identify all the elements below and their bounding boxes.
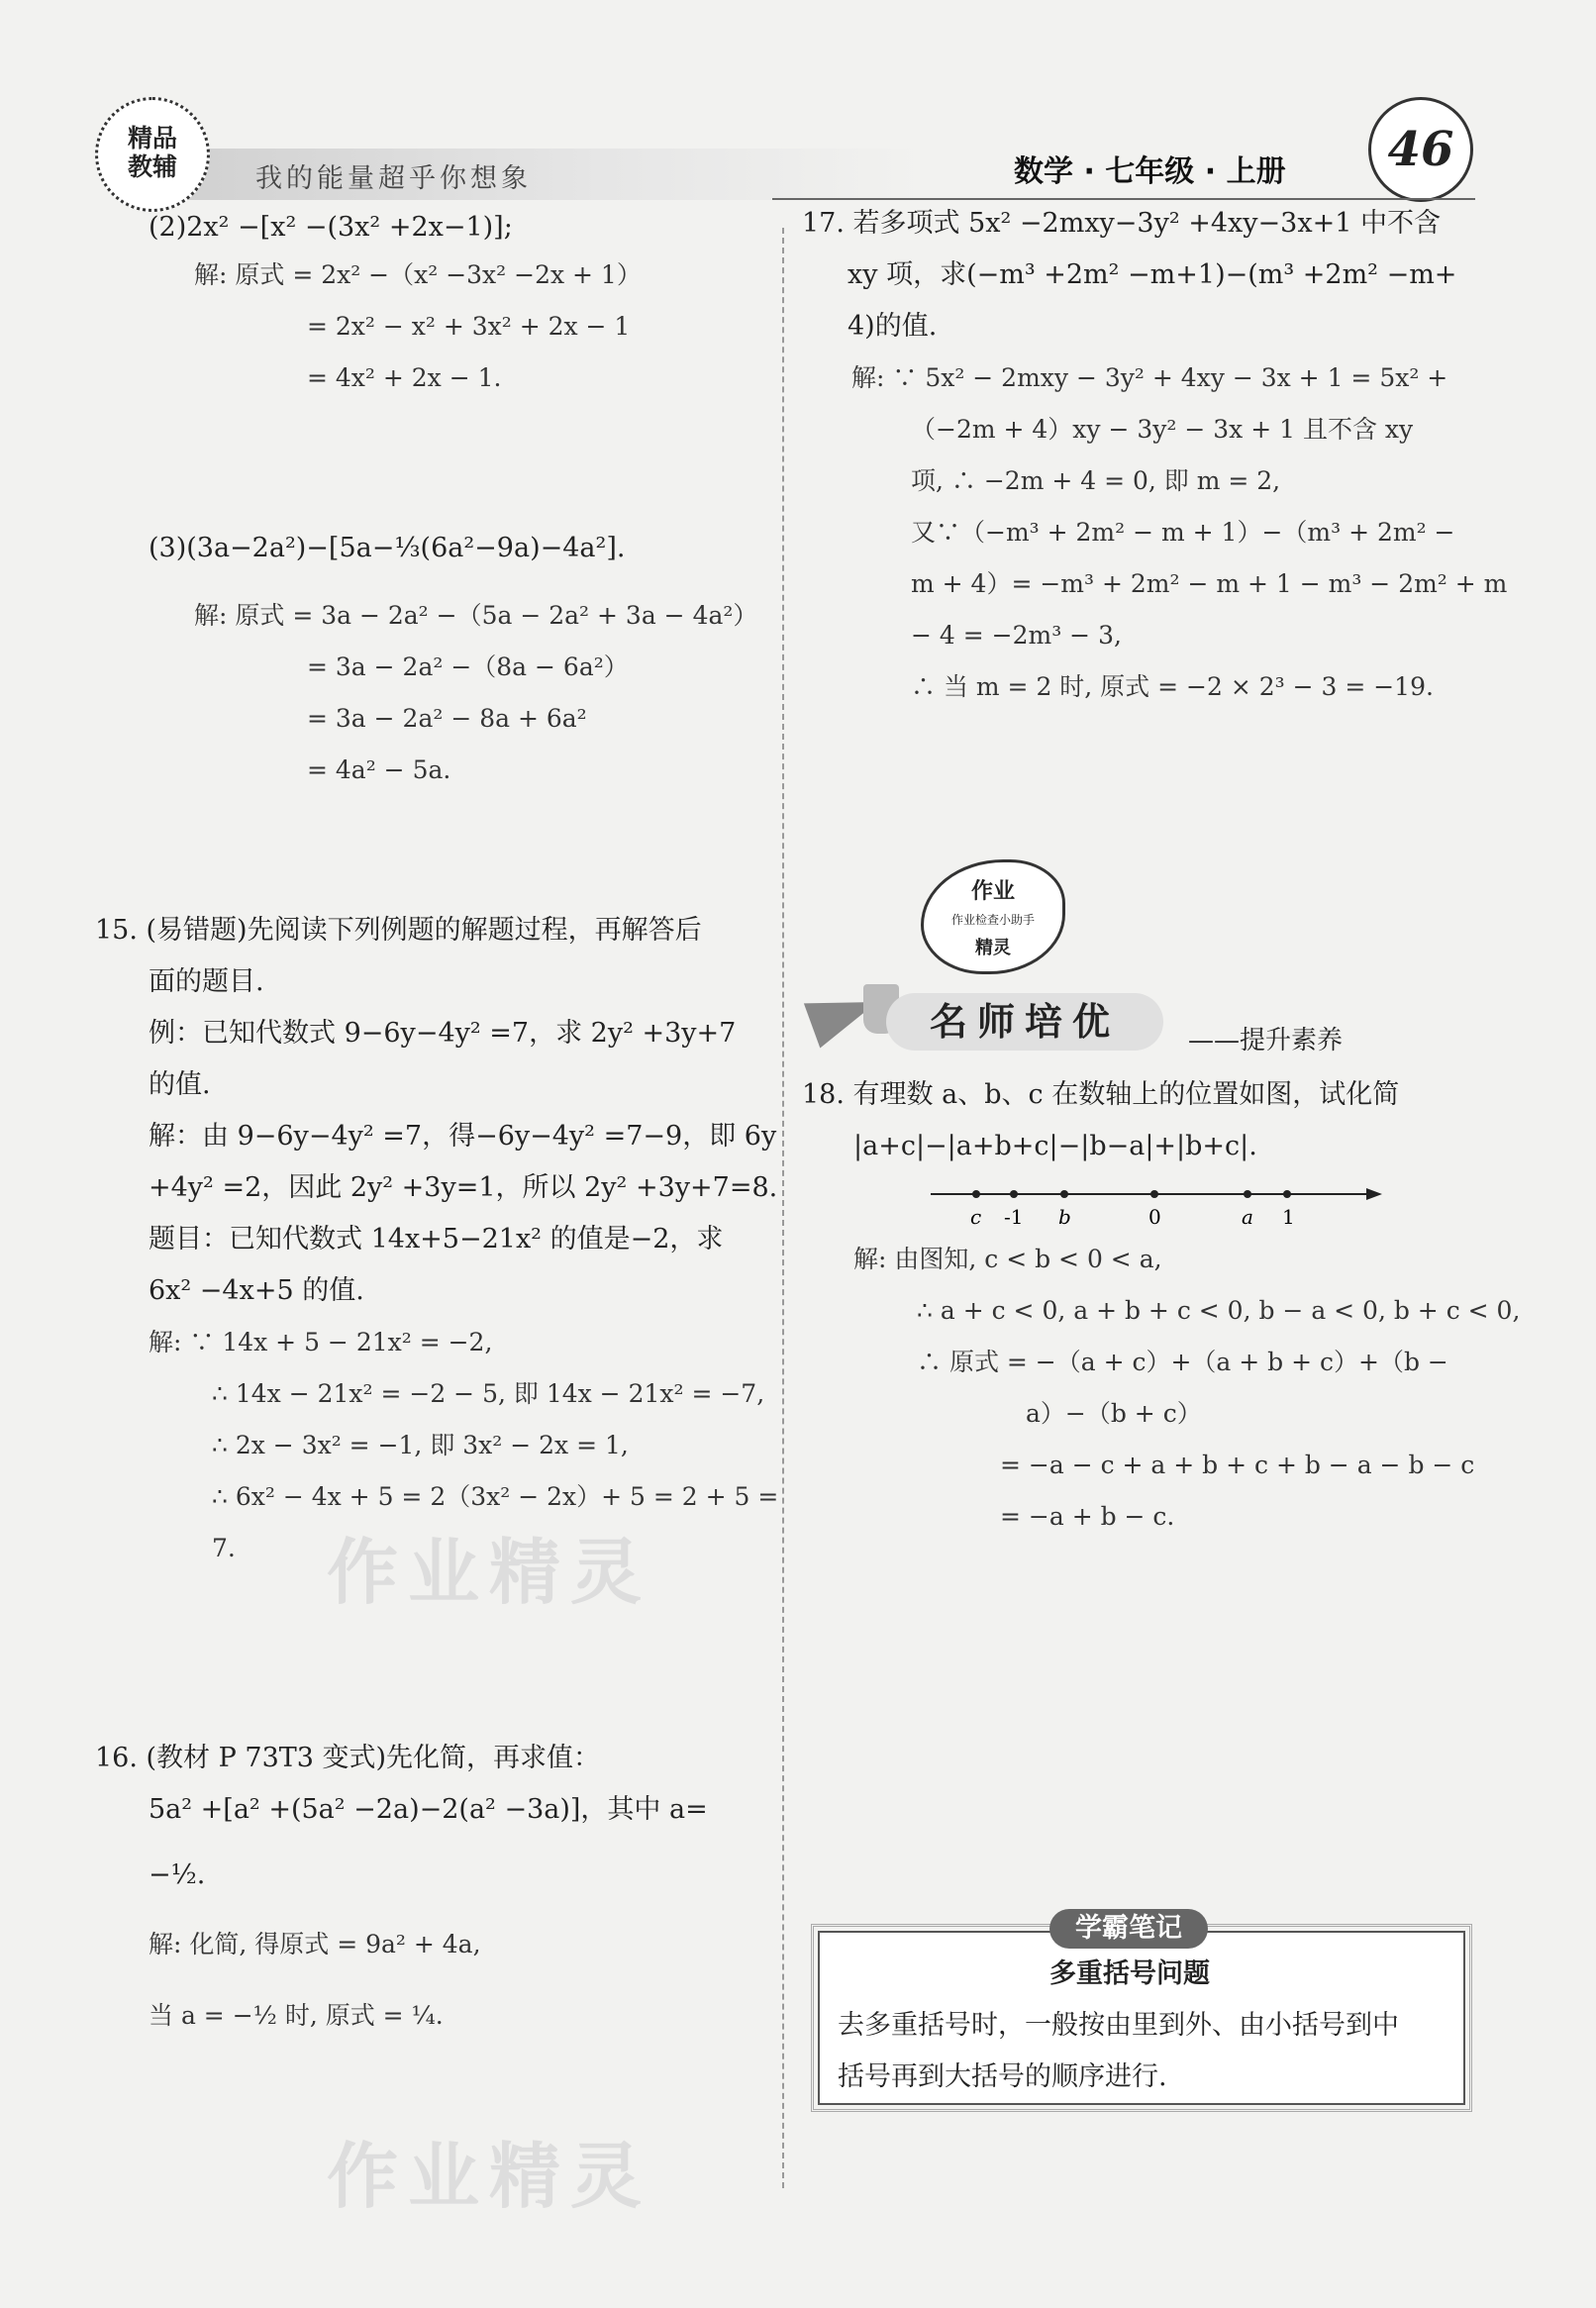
axis-label-neg1: -1 <box>1004 1205 1024 1229</box>
brand-logo <box>95 97 210 212</box>
q16-solution: 解: 化简, 得原式 = 9a² + 4a, <box>149 1930 481 1958</box>
q18-line: |a+c|−|a+b+c|−|b−a|+|b+c|. <box>853 1131 1257 1161</box>
number-line-arrow <box>1366 1188 1382 1200</box>
q18-line: 18. 有理数 a、b、c 在数轴上的位置如图，试化简 <box>802 1079 1400 1110</box>
point-c <box>972 1190 980 1198</box>
q18-solution: 解: 由图知, c < b < 0 < a, <box>853 1245 1162 1273</box>
q17-solution: ∴ 当 m = 2 时, 原式 = −2 × 2³ − 3 = −19. <box>911 672 1434 701</box>
study-note-title: 多重括号问题 <box>1049 1958 1210 1989</box>
q15-line: 15. (易错题)先阅读下列例题的解题过程，再解答后 <box>95 915 702 946</box>
point-a <box>1244 1190 1251 1198</box>
q15-solution: ∴ 6x² − 4x + 5 = 2（3x² − 2x）+ 5 = 2 + 5 = <box>212 1482 779 1511</box>
study-note-tag: 学霸笔记 <box>1049 1909 1208 1949</box>
q18-solution: = −a − c + a + b + c + b − a − b − c <box>1000 1451 1475 1479</box>
q18-solution: ∴ a + c < 0, a + b + c < 0, b − a < 0, b + c < 0, <box>917 1296 1521 1325</box>
q14-2-line: = 2x² − x² + 3x² + 2x − 1 <box>307 312 631 341</box>
q15-line: 6x² −4x+5 的值. <box>149 1275 364 1306</box>
q15-line: 例：已知代数式 9−6y−4y² =7，求 2y² +3y+7 <box>149 1018 737 1049</box>
header-rule <box>772 198 1475 200</box>
q17-solution: 解: ∵ 5x² − 2mxy − 3y² + 4xy − 3x + 1 = 5x² + <box>851 363 1448 392</box>
point-0 <box>1150 1190 1158 1198</box>
q16-line: −½. <box>149 1859 206 1890</box>
q14-2-line: 解: 原式 = 2x² −（x² −3x² −2x + 1） <box>194 260 642 289</box>
q17-solution: − 4 = −2m³ − 3, <box>911 621 1122 650</box>
point-neg1 <box>1010 1190 1018 1198</box>
q16-line: 16. (教材 P 73T3 变式)先化简，再求值： <box>95 1743 601 1773</box>
number-line <box>921 1174 1396 1234</box>
q18-solution: ∴ 原式 = −（a + c）+（a + b + c）+（b − <box>917 1348 1448 1376</box>
q17-solution: 又∵（−m³ + 2m² − m + 1）−（m³ + 2m² − <box>911 518 1455 547</box>
logo-text-1: 精品 <box>127 124 177 152</box>
q15-solution: 解: ∵ 14x + 5 − 21x² = −2, <box>149 1328 493 1356</box>
q14-3-line: 解: 原式 = 3a − 2a² −（5a − 2a² + 3a − 4a²） <box>194 601 758 630</box>
badge-line: 作业检查小助手 <box>950 913 1035 927</box>
q14-3-problem: (3)(3a−2a²)−[5a−⅓(6a²−9a)−4a²]. <box>149 533 626 563</box>
q15-line: 题目：已知代数式 14x+5−21x² 的值是−2，求 <box>149 1224 724 1254</box>
axis-label-c: c <box>970 1205 982 1229</box>
watermark: 作业精灵 <box>327 2134 652 2218</box>
q14-2-line: = 4x² + 2x − 1. <box>307 363 502 392</box>
q16-line: 5a² +[a² +(5a² −2a)−2(a² −3a)]，其中 a= <box>149 1794 708 1825</box>
axis-label-a: a <box>1242 1205 1253 1229</box>
column-divider <box>782 228 784 2188</box>
q15-line: +4y² =2，因此 2y² +3y=1，所以 2y² +3y+7=8. <box>149 1172 778 1203</box>
q15-solution: ∴ 2x − 3x² = −1, 即 3x² − 2x = 1, <box>212 1431 629 1459</box>
point-b <box>1060 1190 1068 1198</box>
badge-line: 作业 <box>970 878 1015 904</box>
q14-2-problem: (2)2x² −[x² −(3x² +2x−1)]; <box>149 212 513 243</box>
homework-helper-badge <box>921 859 1065 974</box>
study-note-line: 括号再到大括号的顺序进行. <box>838 2061 1167 2092</box>
q15-solution: ∴ 14x − 21x² = −2 − 5, 即 14x − 21x² = −7, <box>212 1379 765 1408</box>
q15-line: 解：由 9−6y−4y² =7，得−6y−4y² =7−9，即 6y <box>149 1121 777 1152</box>
q15-line: 的值. <box>149 1069 211 1100</box>
point-1 <box>1283 1190 1291 1198</box>
q17-line: 17. 若多项式 5x² −2mxy−3y² +4xy−3x+1 中不含 <box>802 208 1441 239</box>
subject-title: 数学 · 七年级 · 上册 <box>1014 154 1286 189</box>
badge-line: 精灵 <box>975 938 1011 958</box>
section-subtitle: ——提升素养 <box>1188 1026 1344 1055</box>
watermark: 作业精灵 <box>327 1530 652 1614</box>
q17-solution: 项, ∴ −2m + 4 = 0, 即 m = 2, <box>911 466 1281 495</box>
page-number: 46 <box>1368 97 1473 202</box>
axis-label-1: 1 <box>1282 1205 1295 1229</box>
q17-line: xy 项，求(−m³ +2m² −m+1)−(m³ +2m² −m+ <box>848 259 1457 290</box>
section-banner: 名师培优 <box>886 993 1163 1051</box>
q14-3-line: = 4a² − 5a. <box>307 755 451 784</box>
axis-label-0: 0 <box>1148 1205 1161 1229</box>
slogan: 我的能量超乎你想象 <box>255 163 532 194</box>
q15-line: 面的题目. <box>149 966 264 997</box>
q17-solution: （−2m + 4）xy − 3y² − 3x + 1 且不含 xy <box>911 415 1414 444</box>
q17-solution: m + 4）= −m³ + 2m² − m + 1 − m³ − 2m² + m <box>911 569 1508 598</box>
q16-solution: 当 a = −½ 时, 原式 = ¼. <box>149 2001 444 2030</box>
q17-line: 4)的值. <box>848 311 938 342</box>
q14-3-line: = 3a − 2a² −（8a − 6a²） <box>307 652 629 681</box>
q15-solution: 7. <box>212 1534 236 1562</box>
study-note-line: 去多重括号时，一般按由里到外、由小括号到中 <box>838 2010 1399 2041</box>
axis-label-b: b <box>1058 1205 1071 1229</box>
logo-text-2: 教辅 <box>127 152 177 181</box>
q14-3-line: = 3a − 2a² − 8a + 6a² <box>307 704 587 733</box>
q18-solution: = −a + b − c. <box>1000 1502 1175 1531</box>
q18-solution: a）−（b + c） <box>1026 1399 1202 1428</box>
